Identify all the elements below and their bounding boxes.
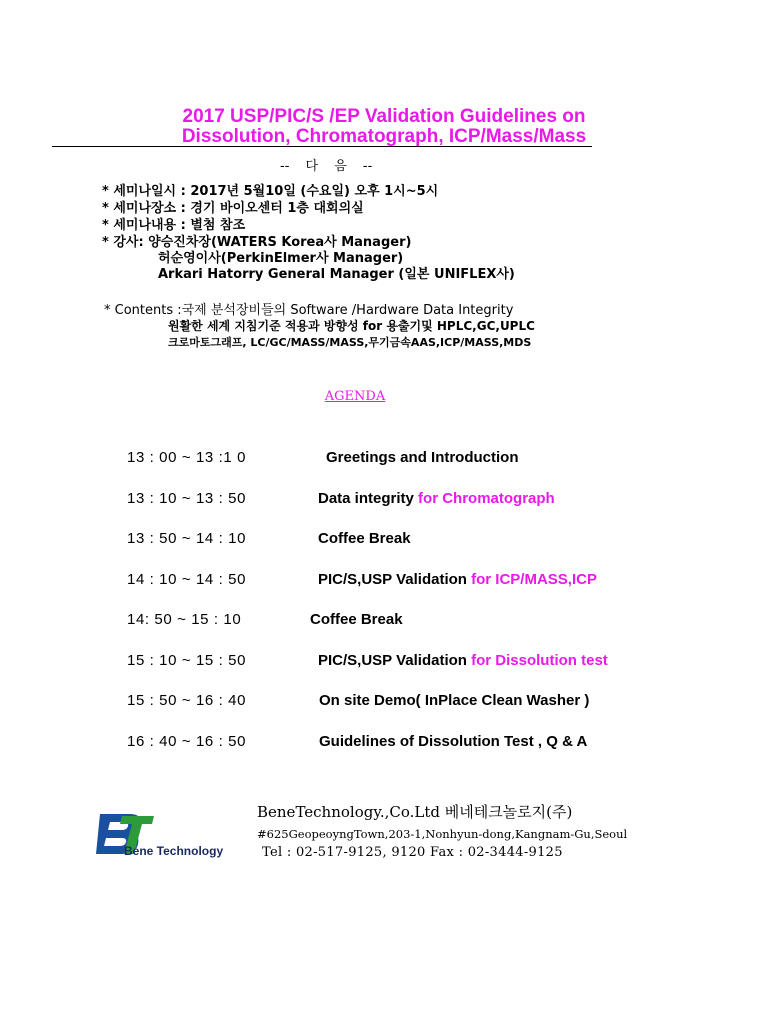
agenda-topic-text: Data integrity bbox=[318, 490, 419, 507]
agenda-time: 15 : 10 ~ 15 : 50 bbox=[127, 652, 247, 669]
agenda-topic bbox=[326, 449, 519, 467]
title-line-1: 2017 USP/PIC/S /EP Validation Guidelines on bbox=[182, 106, 586, 127]
agenda-topic-highlight: for Dissolution test bbox=[471, 652, 608, 669]
company-address: #625GeopeoyngTown,203-1,Nonhyun-dong,Kangnam-Gu,Seoul bbox=[257, 827, 628, 841]
company-phone: Tel : 02-517-9125, 9120 Fax : 02-3444-9125 bbox=[262, 845, 563, 860]
company-logo bbox=[94, 808, 234, 868]
agenda-topic-text: PIC/S,USP Validation bbox=[318, 652, 472, 669]
contents-line-2: 원활한 세계 지침기준 적용과 방향성 for 용출기및 HPLC,GC,UPLC bbox=[168, 319, 535, 333]
title-line-2: Dissolution, Chromatograph, ICP/Mass/Mass bbox=[181, 126, 587, 147]
seminar-venue: * 세미나장소 : 경기 바이오센터 1층 대회의실 bbox=[102, 201, 364, 216]
seminar-date: * 세미나일시 : 2017년 5월10일 (수요일) 오후 1시~5시 bbox=[102, 184, 439, 199]
agenda-topic-highlight: for ICP/MASS,ICP bbox=[471, 571, 597, 588]
agenda-topic bbox=[318, 490, 555, 508]
agenda-topic-text: PIC/S,USP Validation bbox=[318, 571, 472, 588]
subtitle: -- 다 음 -- bbox=[280, 159, 373, 174]
agenda-topic bbox=[318, 652, 608, 670]
logo-wordmark: Bene Technology bbox=[124, 844, 224, 858]
agenda-topic bbox=[319, 692, 589, 710]
agenda-topic-text: On site Demo( InPlace Clean Washer ) bbox=[319, 692, 590, 709]
agenda-topic bbox=[310, 611, 403, 629]
agenda-topic-text: Greetings and Introduction bbox=[326, 449, 519, 466]
agenda-time: 13 : 00 ~ 13 :1 0 bbox=[127, 449, 247, 466]
agenda-topic-text: Coffee Break bbox=[310, 611, 403, 628]
agenda-time: 16 : 40 ~ 16 : 50 bbox=[127, 733, 247, 750]
seminar-content: * 세미나내용 : 별첨 참조 bbox=[102, 218, 246, 233]
agenda-topic bbox=[319, 733, 587, 751]
contents-line-3: 크로마토그래프, LC/GC/MASS/MASS,무기금속AAS,ICP/MASS,MDS bbox=[168, 336, 532, 349]
agenda-time: 13 : 50 ~ 14 : 10 bbox=[127, 530, 247, 547]
speaker-3: Arkari Hatorry General Manager (일본 UNIFLEX사) bbox=[158, 267, 515, 282]
agenda-time: 14: 50 ~ 15 : 10 bbox=[127, 611, 242, 628]
agenda-topic-text: Guidelines of Dissolution Test , Q & A bbox=[319, 733, 588, 750]
agenda-topic bbox=[318, 571, 597, 589]
agenda-time: 13 : 10 ~ 13 : 50 bbox=[127, 490, 247, 507]
speaker-2: 허순영이사(PerkinElmer사 Manager) bbox=[158, 251, 404, 266]
company-name: BeneTechnology.,Co.Ltd 베네테크놀로지(주) bbox=[257, 803, 573, 821]
bene-logo-icon bbox=[94, 808, 234, 868]
agenda-time: 14 : 10 ~ 14 : 50 bbox=[127, 571, 247, 588]
agenda-time: 15 : 50 ~ 16 : 40 bbox=[127, 692, 247, 709]
agenda-heading: AGENDA bbox=[324, 389, 386, 404]
contents-line-1: * Contents :국제 분석장비들의 Software /Hardware Data Integrity bbox=[104, 303, 514, 318]
agenda-topic-highlight: for Chromatograph bbox=[418, 490, 555, 507]
agenda-topic bbox=[318, 530, 411, 548]
speaker-1: * 강사: 양승진차장(WATERS Korea사 Manager) bbox=[102, 235, 412, 250]
agenda-topic-text: Coffee Break bbox=[318, 530, 411, 547]
title-underline bbox=[52, 146, 592, 147]
